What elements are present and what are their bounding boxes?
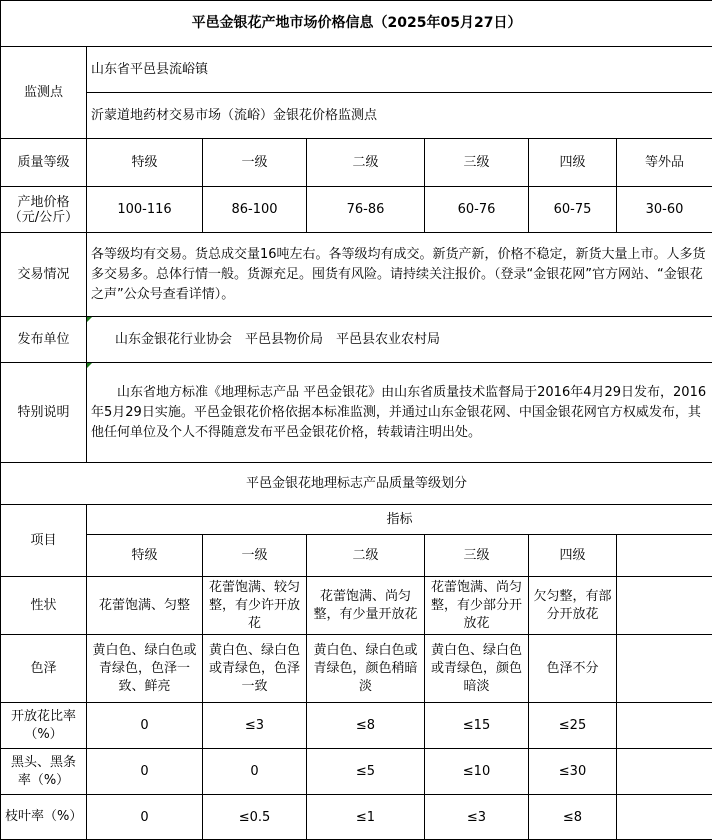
price-cell: 76-86: [307, 187, 425, 233]
empty-cell: [617, 577, 712, 635]
price-cell: 86-100: [203, 187, 307, 233]
grade-cell: 等外品: [617, 139, 712, 187]
grade-cell: 特级: [87, 139, 203, 187]
quality-cell: ≤8: [529, 795, 617, 840]
quality-cell: 欠匀整，有部分开放花: [529, 577, 617, 635]
quality-cell: 黄白色、绿白色或青绿色，色泽一致: [203, 635, 307, 703]
trade-label: 交易情况: [1, 233, 87, 317]
special-label: 特别说明: [1, 363, 87, 463]
price-row: [1, 187, 712, 233]
quality-cell: 黄白色、绿白色或青绿色，颜色暗淡: [425, 635, 529, 703]
quality-cell: ≤3: [425, 795, 529, 840]
publisher-text: 山东金银花行业协会 平邑县物价局 平邑县农业农村局: [87, 317, 712, 363]
indicator-label: 指标: [87, 505, 712, 535]
quality-cell: 黄白色、绿白色或青绿色，色泽一致、鲜亮: [87, 635, 203, 703]
price-cell: 30-60: [617, 187, 712, 233]
monitor-location: 山东省平邑县流峪镇: [87, 47, 712, 93]
price-label: 产地价格（元/公斤）: [1, 187, 87, 233]
quality-cell: ≤15: [425, 703, 529, 749]
empty-cell: [617, 703, 712, 749]
quality-grade-cell: 四级: [529, 535, 617, 577]
grade-label: 质量等级: [1, 139, 87, 187]
quality-grade-cell: 特级: [87, 535, 203, 577]
quality-row: [1, 749, 712, 795]
quality-cell: 0: [87, 703, 203, 749]
special-text: 山东省地方标准《地理标志产品 平邑金银花》由山东省质量技术监督局于2016年4月29日发布，2016年5月29日实施。平邑金银花价格依据本标准监测，并通过山东金银花网、中国金银花网官方权威发布，其他任何单位及个人不得随意发布平邑金银花价格，转载请注明出处。: [87, 363, 712, 463]
quality-cell: 0: [87, 749, 203, 795]
quality-cell: ≤3: [203, 703, 307, 749]
grade-header-row: [1, 139, 712, 187]
quality-cell: 花蕾饱满、较匀整，有少许开放花: [203, 577, 307, 635]
quality-cell: 花蕾饱满、尚匀整，有少量开放花: [307, 577, 425, 635]
quality-row-label: 色泽: [1, 635, 87, 703]
grade-cell: 二级: [307, 139, 425, 187]
price-cell: 100-116: [87, 187, 203, 233]
quality-row-label: 黑头、黑条率（%）: [1, 749, 87, 795]
grade-cell: 一级: [203, 139, 307, 187]
quality-cell: ≤10: [425, 749, 529, 795]
item-label: 项目: [1, 505, 87, 577]
empty-cell: [617, 795, 712, 840]
quality-cell: 0: [203, 749, 307, 795]
quality-row-label: 开放花比率（%）: [1, 703, 87, 749]
quality-cell: 0: [87, 795, 203, 840]
quality-cell: 黄白色、绿白色或青绿色，颜色稍暗淡: [307, 635, 425, 703]
quality-cell: ≤25: [529, 703, 617, 749]
grade-cell: 四级: [529, 139, 617, 187]
quality-cell: ≤8: [307, 703, 425, 749]
empty-cell: [617, 749, 712, 795]
empty-cell: [617, 635, 712, 703]
quality-cell: 花蕾饱满、匀整: [87, 577, 203, 635]
quality-grade-cell: 二级: [307, 535, 425, 577]
trade-text: 各等级均有交易。货总成交量16吨左右。各等级均有成交。新货产新，价格不稳定，新货大量上市。人多货多交易多。总体行情一般。货源充足。囤货有风险。请持续关注报价。（登录“金银花网”官方网站、“金银花之声”公众号查看详情）。: [87, 233, 712, 317]
quality-grade-cell: 一级: [203, 535, 307, 577]
quality-row: [1, 795, 712, 840]
price-cell: 60-76: [425, 187, 529, 233]
quality-grade-cell: 三级: [425, 535, 529, 577]
quality-row: [1, 577, 712, 635]
page-title: 平邑金银花产地市场价格信息（2025年05月27日）: [1, 1, 712, 47]
quality-cell: 花蕾饱满、尚匀整，有少部分开放花: [425, 577, 529, 635]
quality-row: [1, 635, 712, 703]
monitor-label: 监测点: [1, 47, 87, 139]
quality-cell: ≤1: [307, 795, 425, 840]
quality-cell: ≤5: [307, 749, 425, 795]
monitor-market: 沂蒙道地药材交易市场（流峪）金银花价格监测点: [87, 93, 712, 139]
price-cell: 60-75: [529, 187, 617, 233]
quality-row-label: 性状: [1, 577, 87, 635]
quality-cell: ≤30: [529, 749, 617, 795]
quality-row: [1, 703, 712, 749]
quality-title: 平邑金银花地理标志产品质量等级划分: [1, 463, 712, 505]
publisher-label: 发布单位: [1, 317, 87, 363]
empty-cell: [617, 535, 712, 577]
quality-cell: 色泽不分: [529, 635, 617, 703]
quality-grade-row: [1, 535, 712, 577]
quality-cell: ≤0.5: [203, 795, 307, 840]
quality-row-label: 枝叶率（%）: [1, 795, 87, 840]
grade-cell: 三级: [425, 139, 529, 187]
